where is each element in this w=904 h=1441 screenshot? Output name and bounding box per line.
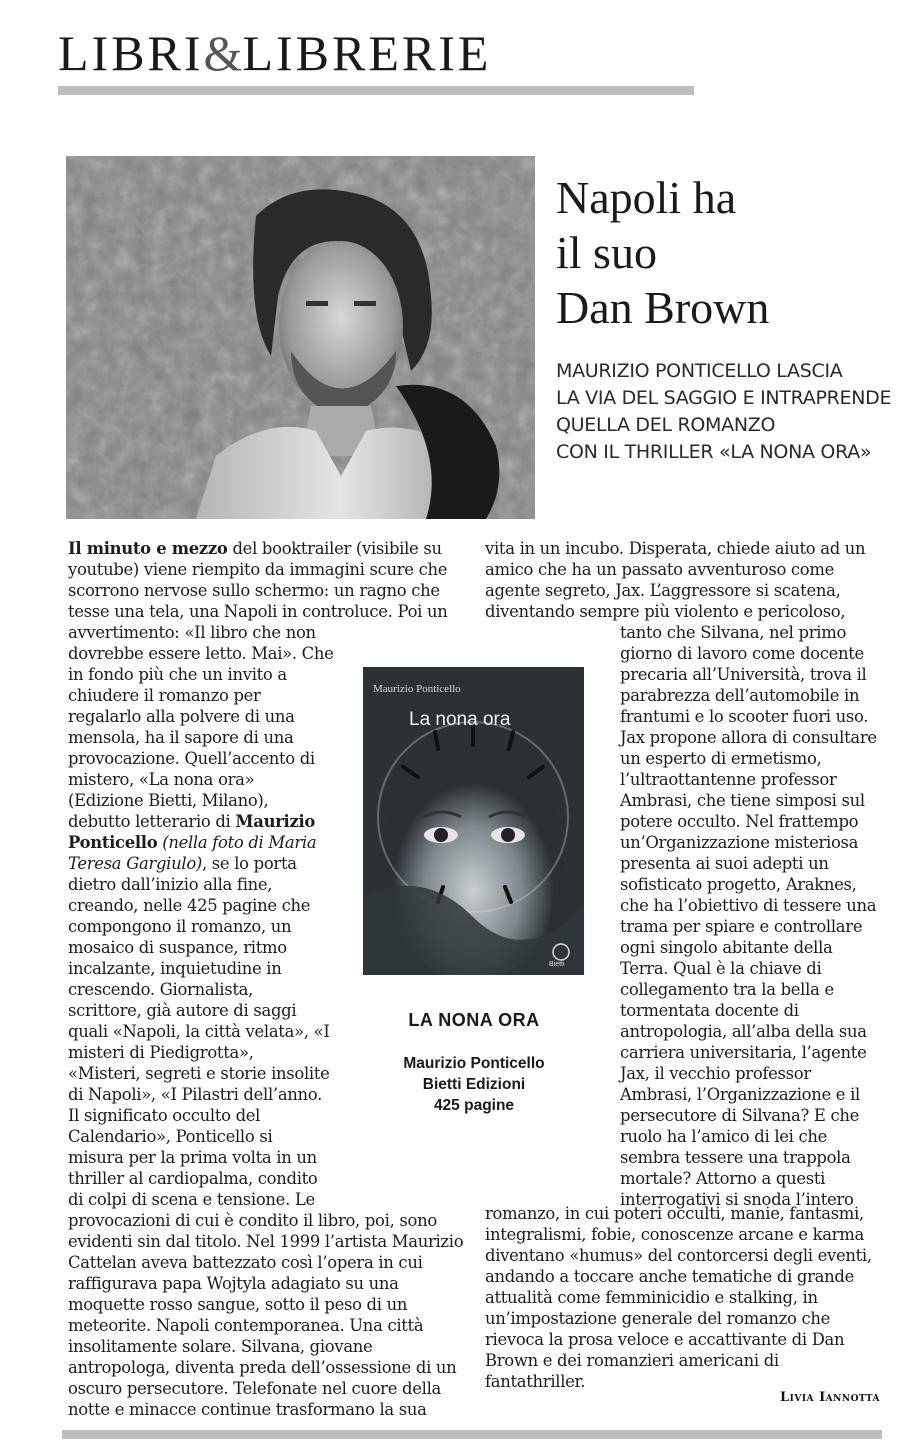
lead-in: Il minuto e mezzo: [68, 539, 228, 558]
article-line: interrogativi si snoda l’intero: [620, 1190, 854, 1209]
article-line: parabrezza dell’automobile in: [620, 686, 860, 705]
author-signature: Livia Iannotta: [780, 1390, 880, 1405]
cover-title: La nona ora: [409, 709, 511, 730]
article-line: tanto che Silvana, nel primo: [620, 623, 847, 642]
article-line: precaria all’Università, trova il: [620, 665, 867, 684]
subhead-line: CON IL THRILLER «LA NONA ORA»: [556, 441, 872, 463]
subhead-line: QUELLA DEL ROMANZO: [556, 414, 776, 436]
article-line: ruolo ha l’amico di lei che: [620, 1127, 828, 1146]
author-portrait-icon: [66, 156, 535, 519]
article-line: frantumi e lo scooter fuori uso.: [620, 707, 869, 726]
cover-publisher: Bietti: [549, 961, 565, 968]
article-text: , se lo porta: [201, 854, 297, 873]
article-line: che ha l’obiettivo di tessere una: [620, 896, 877, 915]
article-line: dietro dall’inizio alla fine,: [68, 875, 273, 894]
article-line: romanzo, in cui poteri occulti, manie, fantasmi,: [485, 1204, 864, 1223]
article-line: mistero, «La nona ora»: [68, 770, 255, 789]
article-text: debutto letterario di: [68, 812, 236, 831]
article-line: incalzante, inquietudine in: [68, 959, 282, 978]
article-line: misura per la prima volta in un: [68, 1148, 317, 1167]
article-line: agente segreto, Jax. L’aggressore si scatena,: [485, 581, 841, 600]
article-column-2-top: [485, 538, 865, 622]
cover-author: Maurizio Ponticello: [373, 683, 461, 695]
article-column-2-bottom: [485, 1203, 872, 1392]
article-line: crescendo. Giornalista,: [68, 980, 253, 999]
book-box-title: LA NONA ORA: [408, 1010, 540, 1030]
article-line: un’Organizzazione misteriosa: [620, 833, 859, 852]
book-info-box: [340, 1010, 608, 1116]
headline-line: il suo: [556, 227, 657, 278]
article-line: scrittore, già autore di saggi: [68, 1001, 297, 1020]
article-line: sembra tessere una trappola: [620, 1148, 851, 1167]
article-line: carriera universitaria, l’agente: [620, 1043, 867, 1062]
article-line: Brown e dei romanzieri americani di: [485, 1351, 779, 1370]
article-line: avvertimento: «Il libro che non: [68, 623, 316, 642]
article-line: in fondo più che un invito a: [68, 665, 287, 684]
article-line: youtube) viene riempito da immagini scure che: [68, 560, 448, 579]
subhead-line: MAURIZIO PONTICELLO LASCIA: [556, 360, 843, 382]
section-title-part2: LIBRERIE: [242, 25, 492, 81]
article-line: attualità come femminicidio e stalking, in: [485, 1288, 818, 1307]
article-line: evidenti sin dal titolo. Nel 1999 l’artista Maurizio: [68, 1232, 464, 1251]
article-text: del booktrailer (visibile su: [227, 539, 442, 558]
article-line: di Napoli», «I Pilastri dell’anno.: [68, 1085, 322, 1104]
article-line: «Misteri, segreti e storie insolite: [68, 1064, 330, 1083]
article-line: raffigurava papa Wojtyla adagiato su una: [68, 1274, 399, 1293]
section-title: [58, 25, 492, 81]
article-line: chiudere il romanzo per: [68, 686, 261, 705]
article-line: mosaico di suspance, ritmo: [68, 938, 287, 957]
article-line: persecutore di Silvana? E che: [620, 1106, 860, 1125]
article-column-2-middle: [620, 622, 877, 1210]
article-line: thriller al cardiopalma, condito: [68, 1169, 318, 1188]
article-line: provocazioni di cui è condito il libro, poi, sono: [68, 1211, 437, 1230]
article-line: Ambrasi, l’Organizzazione e il: [620, 1085, 860, 1104]
article-line: compongono il romanzo, un: [68, 917, 292, 936]
article-line: misteri di Piedigrotta»,: [68, 1043, 254, 1062]
article-line: trama per spiare e controllare: [620, 917, 863, 936]
article-line: diventando sempre più violento e pericoloso,: [485, 602, 846, 621]
article-line: andando a toccare anche tematiche di grande: [485, 1267, 854, 1286]
article-line: potere occulto. Nel frattempo: [620, 812, 859, 831]
article-line: oscuro persecutore. Telefonate nel cuore della: [68, 1379, 441, 1398]
article-line: l’ultraottantenne professor: [620, 770, 837, 789]
article-line: un’impostazione generale del romanzo che: [485, 1309, 831, 1328]
article-line: giorno di lavoro come docente: [620, 644, 864, 663]
article-line: fantathriller.: [485, 1372, 586, 1391]
section-title-ampersand: &: [203, 25, 243, 81]
article-line: Cattelan aveva battezzato così l’opera in cui: [68, 1253, 423, 1272]
article-line: Il significato occulto del: [68, 1106, 261, 1125]
article-line: antropologia, all’alba della sua: [620, 1022, 867, 1041]
article-line: mensola, ha il sapore di una: [68, 728, 294, 747]
article-line: meteorite. Napoli contemporanea. Una città: [68, 1316, 424, 1335]
article-line: un esperto di ermetismo,: [620, 749, 822, 768]
article-line: Jax, il vecchio professor: [620, 1064, 811, 1083]
article-line: regalarlo alla polvere di una: [68, 707, 295, 726]
article-line: presenta ai suoi adepti un: [620, 854, 829, 873]
article-line: vita in un incubo. Disperata, chiede aiuto ad un: [485, 539, 866, 558]
article-line: Ambrasi, che tiene simposi sul: [620, 791, 865, 810]
photo-credit: Teresa Gargiulo): [68, 854, 202, 873]
article-line: provocazione. Quell’accento di: [68, 749, 315, 768]
book-box-publisher: Bietti Edizioni: [422, 1076, 526, 1093]
article-line: di colpi di scena e tensione. Le: [68, 1190, 315, 1209]
subhead: [556, 358, 891, 466]
subhead-line: LA VIA DEL SAGGIO E INTRAPRENDE: [556, 387, 892, 409]
book-box-details: [340, 1053, 608, 1116]
headline-line: Dan Brown: [556, 282, 770, 333]
article-line: sofisticato progetto, Araknes,: [620, 875, 857, 894]
article-line: insolitamente solare. Silvana, giovane: [68, 1337, 373, 1356]
photo-credit: (nella foto di Maria: [157, 833, 317, 852]
section-title-part1: LIBRI: [58, 25, 204, 81]
author-name: Ponticello: [68, 833, 158, 852]
article-line: quali «Napoli, la città velata», «I: [68, 1022, 330, 1041]
article-line: scorrono nervose sullo schermo: un ragno che: [68, 581, 440, 600]
article-line: tormentata docente di: [620, 1001, 799, 1020]
article-line: rievoca la prosa veloce e accattivante di Dan: [485, 1330, 845, 1349]
book-box-pages: 425 pagine: [433, 1097, 515, 1114]
article-line: diventano «humus» del contorcersi degli eventi,: [485, 1246, 872, 1265]
article-line: [68, 538, 463, 559]
article-line: notte e minacce continue trasformano la sua: [68, 1400, 427, 1419]
article-line: moquette rosso sangue, sotto il peso di un: [68, 1295, 408, 1314]
book-cover: [363, 667, 584, 975]
article-line: integralismi, fobie, conoscenze arcane e karma: [485, 1225, 864, 1244]
bottom-rule: [62, 1430, 882, 1439]
article-line: antropologa, diventa preda dell’ossessione di un: [68, 1358, 457, 1377]
author-name: Maurizio: [235, 812, 316, 831]
article-line: tesse una tela, una Napoli in controluce. Poi un: [68, 602, 448, 621]
headline-line: Napoli ha: [556, 172, 737, 223]
book-box-author: Maurizio Ponticello: [403, 1055, 545, 1072]
author-photo: [66, 156, 535, 519]
article-line: Terra. Qual è la chiave di: [620, 959, 822, 978]
article-line: mortale? Attorno a questi: [620, 1169, 826, 1188]
article-line: creando, nelle 425 pagine che: [68, 896, 311, 915]
article-line: Jax propone allora di consultare: [620, 728, 877, 747]
headline: [556, 170, 769, 335]
article-line: Calendario», Ponticello si: [68, 1127, 273, 1146]
article-line: dovrebbe essere letto. Mai». Che: [68, 644, 334, 663]
article-line: collegamento tra la bella e: [620, 980, 834, 999]
article-line: amico che ha un passato avventuroso come: [485, 560, 835, 579]
article-line: ogni singolo abitante della: [620, 938, 833, 957]
article-line: (Edizione Bietti, Milano),: [68, 791, 269, 810]
title-rule: [58, 86, 694, 95]
